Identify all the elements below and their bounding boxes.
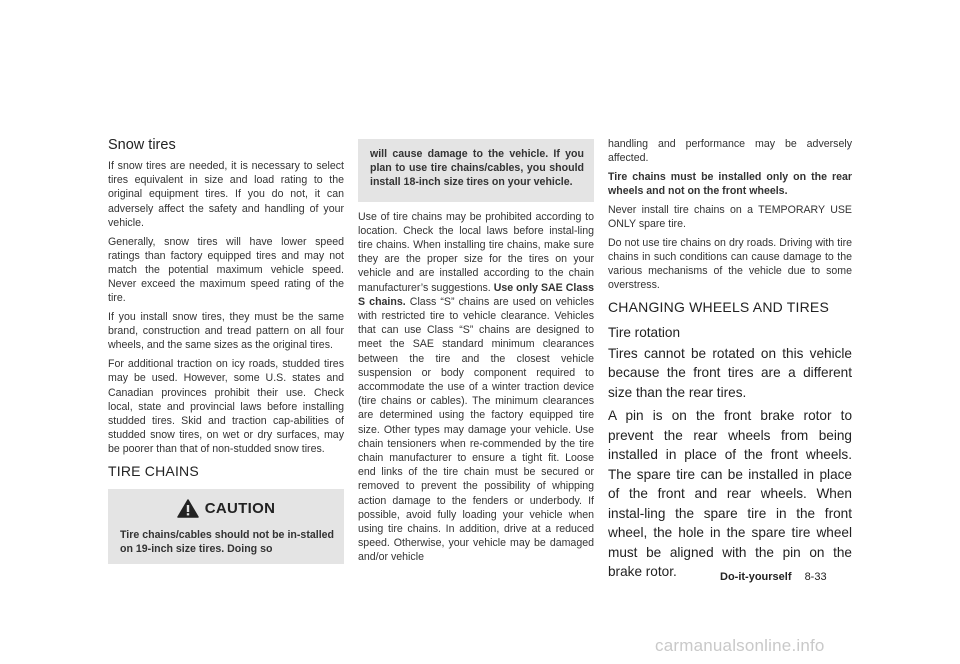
column-2 — [358, 139, 594, 569]
paragraph: Generally, snow tires will have lower speed ratings than factory equipped tires and may not match the potential maximum vehicle speed. Never exceed the maximum speed rating of the tire. — [108, 235, 344, 305]
caution-box — [108, 489, 344, 564]
paragraph: handling and performance may be adversely affected. — [608, 138, 852, 165]
bold-text: Use only SAE Class S chains. — [358, 281, 594, 308]
bold-paragraph: Tire chains must be installed only on the rear wheels and not on the front wheels. — [608, 170, 852, 198]
page-footer — [720, 571, 827, 583]
text-segment: Use of tire chains may be prohibited according to location. Check the local laws before instal-ling tire chains. When installing tire chains, make sure they are the proper size for the tires on your vehicle and are installed according to the chain manufacturer’s suggestions. — [358, 210, 594, 294]
paragraph: For additional traction on icy roads, studded tires may be used. However, some U.S. states and Canadian provinces prohibit their use. Check local, state and provincial laws before installing studded tires. Skid and traction cap-abilities of studded snow tires, on wet or dry surfaces, may be poorer than that of non-studded snow tires. — [108, 358, 344, 456]
paragraph-large: Tires cannot be rotated on this vehicle because the front tires are a different size than the rear tires. — [608, 345, 852, 400]
paragraph: If snow tires are needed, it is necessary to select tires equivalent in size and load rating to the original equipment tires. If you do not, it can adversely affect the safety and handling of your vehicle. — [108, 160, 344, 229]
caution-continued-text: will cause damage to the vehicle. If you plan to use tire chains/cables, you should install 18-inch size tires on your vehicle. — [370, 148, 584, 189]
heading-changing-wheels: CHANGING WHEELS AND TIRES — [608, 298, 830, 315]
warning-triangle-icon — [177, 499, 199, 518]
column-3 — [608, 137, 852, 586]
caution-text: Tire chains/cables should not be in-stalled on 19-inch size tires. Doing so — [120, 528, 334, 555]
paragraph-large: A pin is on the front brake rotor to prevent the rear wheels from being installed in place of the front wheels. The spare tire can be installed in place of the front and rear wheels. When instal-ling the spare tire in the front wheel, the hole in the spare tire wheel must be aligned with the pin on the brake rotor. — [608, 408, 852, 580]
paragraph: If you install snow tires, they must be the same brand, construction and tread pattern on all four wheels, and the same sizes as the original tires. — [108, 311, 344, 352]
page-number: 8-33 — [804, 571, 827, 583]
caution-title: CAUTION — [204, 499, 276, 517]
paragraph: Do not use tire chains on dry roads. Driving with tire chains in such conditions can cause damage to the various mechanisms of the vehicle due to some overstress. — [608, 236, 852, 292]
column-1 — [108, 137, 344, 564]
heading-tire-chains: TIRE CHAINS — [108, 462, 199, 479]
watermark: carmanualsonline.info — [655, 636, 825, 655]
text-segment: Class “S” chains are used on vehicles with restricted tire to vehicle clearance. Vehicles that can use Class “S” chains are designed to meet the SAE standard minimum clearances between the tire and the closest vehicle suspension or body component required to accommodate the use of a winter traction device (tire chains or cables). The minimum clearances are determined using the factory equipped tire size. Other types may damage your vehicle. Use chain tensioners when re-commended by the tire chain manufacturer to ensure a tight fit. Loose end links of the tire chain must be secured or removed to prevent the possibility of whipping action damage to the fenders or underbody. If possible, avoid fully loading your vehicle when using tire chains. In addition, drive at a reduced speed. Otherwise, your vehicle may be damaged and/or vehicle — [358, 295, 595, 564]
paragraph: Never install tire chains on a TEMPORARY USE ONLY spare tire. — [608, 203, 852, 231]
heading-snow-tires: Snow tires — [108, 137, 176, 153]
caution-continued-box — [358, 139, 594, 202]
caution-header — [108, 489, 344, 522]
heading-tire-rotation: Tire rotation — [608, 324, 681, 340]
footer-section: Do-it-yourself — [720, 571, 792, 583]
paragraph-chains — [358, 210, 594, 565]
